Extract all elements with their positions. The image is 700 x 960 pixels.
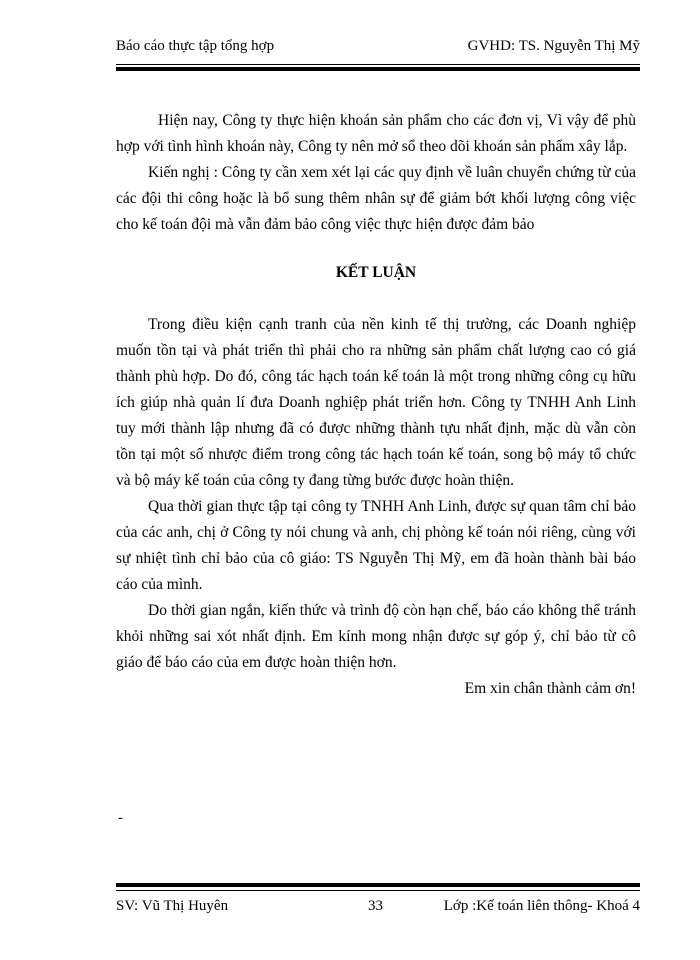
header-advisor: GVHD: TS. Nguyễn Thị Mỹ bbox=[467, 38, 640, 54]
paragraph-conclusion-2: Qua thời gian thực tập tại công ty TNHH Anh Linh, được sự quan tâm chỉ bảo của các anh, chị ở Công ty nói chung và anh, chị phòng kế toán nói riêng, cùng với sự nhiệt tình chỉ bảo của cô giáo: TS Nguyễn Thị Mỹ, em đã hoàn thành bài báo cáo của mình. bbox=[116, 498, 636, 593]
page-footer bbox=[116, 898, 640, 915]
paragraph-conclusion-3: Do thời gian ngắn, kiến thức và trình độ còn hạn chế, báo cáo không thể tránh khỏi những sai xót nhất định. Em kính mong nhận được sự góp ý, chỉ bảo từ cô giáo để báo cáo của em được hoàn thiện hơn. bbox=[116, 602, 636, 671]
footer-rule-thin bbox=[116, 890, 640, 891]
footer-rule-thick bbox=[116, 883, 640, 887]
paragraph-product-contracting: Hiện nay, Công ty thực hiện khoán sản phẩm cho các đơn vị, Vì vậy để phù hợp với tình hình khoán này, Công ty nên mở sổ theo dõi khoán sản phẩm xây lắp. bbox=[116, 112, 636, 155]
header-rule-thin bbox=[116, 64, 640, 65]
page-number: 33 bbox=[368, 898, 383, 914]
footer-student: SV: Vũ Thị Huyên bbox=[116, 898, 229, 914]
stray-dash: - bbox=[118, 810, 123, 826]
header-rule-thick bbox=[116, 67, 640, 71]
section-title-conclusion: KẾT LUẬN bbox=[335, 264, 417, 281]
document-body bbox=[116, 108, 636, 702]
footer-class: Lớp :Kế toán liên thông- Khoá 4 bbox=[443, 898, 640, 914]
page-header bbox=[116, 38, 640, 55]
header-report-title: Báo cáo thực tập tổng hợp bbox=[116, 38, 275, 54]
paragraph-recommendation: Kiến nghị : Công ty cần xem xét lại các quy định về luân chuyển chứng từ của các đội thi công hoặc là bổ sung thêm nhân sự để giảm bớt khối lượng công việc cho kế toán đội mà vẫn đảm bảo công việc thực hiện được đảm bảo bbox=[116, 164, 636, 233]
paragraph-conclusion-1: Trong điều kiện cạnh tranh của nền kinh tế thị trường, các Doanh nghiệp muốn tồn tại và phát triển thì phải cho ra những sản phẩm chất lượng cao có giá thành phù hợp. Do đó, công tác hạch toán kế toán là một trong những công cụ hữu ích giúp nhà quản lí đưa Doanh nghiệp phát triển hơn. Công ty TNHH Anh Linh tuy mới thành lập nhưng đã có được những thành tựu nhất định, mặc dù vẫn còn tồn tại một số nhược điểm trong công tác hạch toán kế toán, song bộ máy tổ chức và bộ máy kế toán của công ty đang từng bước được hoàn thiện. bbox=[116, 316, 636, 489]
closing-thanks: Em xin chân thành cảm ơn! bbox=[464, 680, 636, 697]
